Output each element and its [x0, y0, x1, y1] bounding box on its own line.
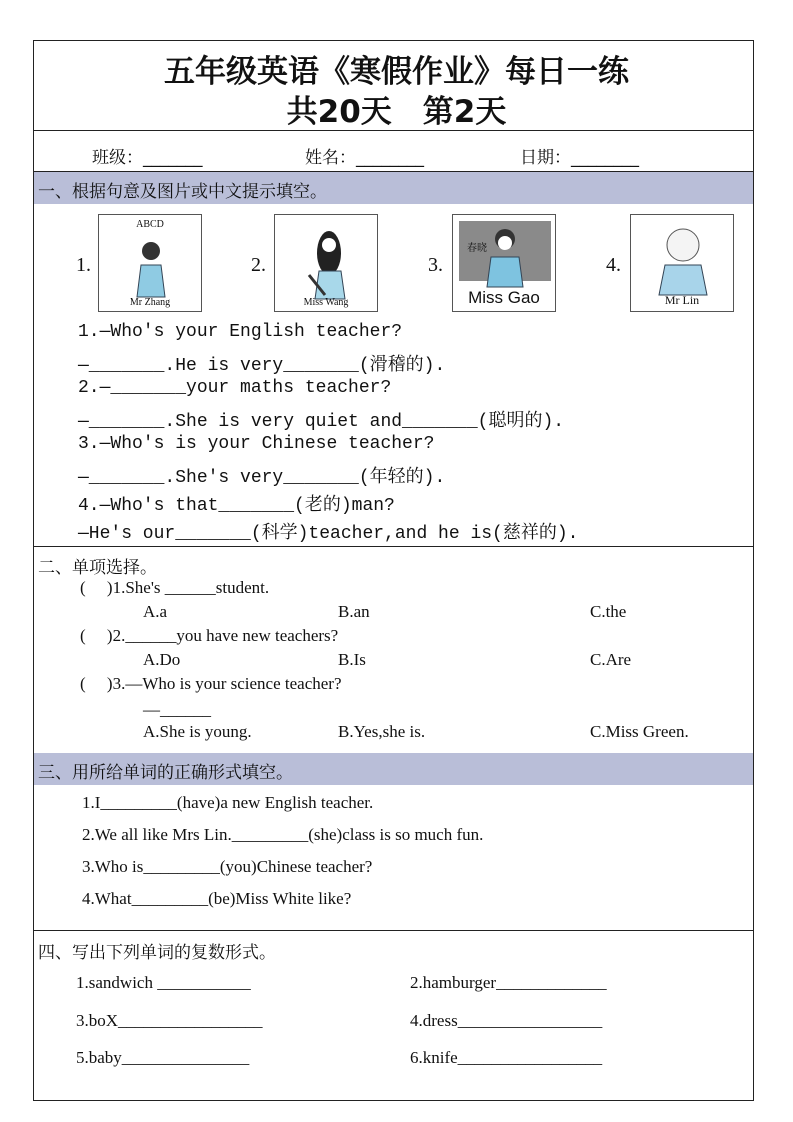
mc-answer-line: —______ [143, 700, 211, 719]
mc-question[interactable]: ( )2.______you have new teachers? [80, 626, 339, 645]
section-1-heading: 一、根据句意及图片或中文提示填空。 [38, 182, 327, 202]
plural-item[interactable]: 1.sandwich ___________ [76, 973, 251, 992]
picture-caption: Mr Lin [664, 293, 700, 307]
plural-item[interactable]: 6.knife_________________ [410, 1048, 603, 1067]
section-3-heading: 三、用所给单词的正确形式填空。 [38, 763, 293, 783]
mc-option[interactable]: C.Miss Green. [590, 722, 689, 741]
mc-option[interactable]: B.Is [338, 650, 366, 669]
section-4-heading: 四、写出下列单词的复数形式。 [38, 943, 276, 963]
picture-mr-lin [630, 214, 734, 312]
divider [33, 546, 754, 547]
picture-top-text: ABCD [136, 219, 164, 230]
section-2-heading: 二、单项选择。 [38, 558, 157, 578]
divider [33, 130, 754, 131]
board-text: 春晓 [467, 243, 487, 254]
plural-item[interactable]: 3.boX_________________ [76, 1011, 263, 1030]
mc-option[interactable]: B.an [338, 602, 370, 621]
picture-miss-wang [274, 214, 378, 312]
name-field[interactable]: 姓名：________ [305, 148, 424, 168]
fill-line[interactable]: 1.I_________(have)a new English teacher. [82, 793, 374, 812]
date-field[interactable]: 日期：________ [520, 148, 639, 168]
answer-line[interactable]: —_______.He is very_______(滑稽的). [78, 356, 446, 376]
answer-line[interactable]: —_______.She is very quiet and_______(聪明的). [78, 412, 565, 432]
answer-line[interactable]: —He's our_______(科学)teacher,and he is(慈祥的). [78, 524, 579, 544]
title-line-2: 共20天 第2天 [286, 94, 507, 130]
plural-item[interactable]: 2.hamburger_____________ [410, 973, 607, 992]
plural-item[interactable]: 5.baby_______________ [76, 1048, 250, 1067]
picture-caption: Mr Zhang [129, 297, 171, 308]
picture-caption: Miss Wang [303, 297, 349, 308]
question-line: 1.—Who's your English teacher? [78, 322, 403, 342]
picture-number: 2. [251, 254, 266, 276]
mc-option[interactable]: B.Yes,she is. [338, 722, 426, 741]
question-line[interactable]: 4.—Who's that_______(老的)man? [78, 496, 395, 516]
mc-question[interactable]: ( )3.—Who is your science teacher? [80, 674, 342, 693]
picture-caption: Miss Gao [468, 288, 540, 307]
title-line-1: 五年级英语《寒假作业》每日一练 [164, 54, 629, 90]
mc-option[interactable]: A.She is young. [143, 722, 252, 741]
picture-number: 4. [606, 254, 621, 276]
question-line[interactable]: 2.—_______your maths teacher? [78, 378, 392, 398]
question-line: 3.—Who's is your Chinese teacher? [78, 434, 435, 454]
mc-option[interactable]: C.Are [590, 650, 632, 669]
picture-number: 3. [428, 254, 443, 276]
divider [33, 930, 754, 931]
fill-line[interactable]: 4.What_________(be)Miss White like? [82, 889, 352, 908]
plural-item[interactable]: 4.dress_________________ [410, 1011, 603, 1030]
mc-option[interactable]: A.a [143, 602, 168, 621]
picture-mr-zhang [98, 214, 202, 312]
fill-line[interactable]: 2.We all like Mrs Lin._________(she)class is so much fun. [82, 825, 484, 844]
mc-option[interactable]: C.the [590, 602, 627, 621]
mc-question[interactable]: ( )1.She's ______student. [80, 578, 270, 597]
picture-number: 1. [76, 254, 91, 276]
mc-option[interactable]: A.Do [143, 650, 181, 669]
class-field[interactable]: 班级：_______ [92, 148, 203, 168]
answer-line[interactable]: —_______.She's very_______(年轻的). [78, 468, 446, 488]
picture-miss-gao [452, 214, 556, 312]
fill-line[interactable]: 3.Who is_________(you)Chinese teacher? [82, 857, 373, 876]
